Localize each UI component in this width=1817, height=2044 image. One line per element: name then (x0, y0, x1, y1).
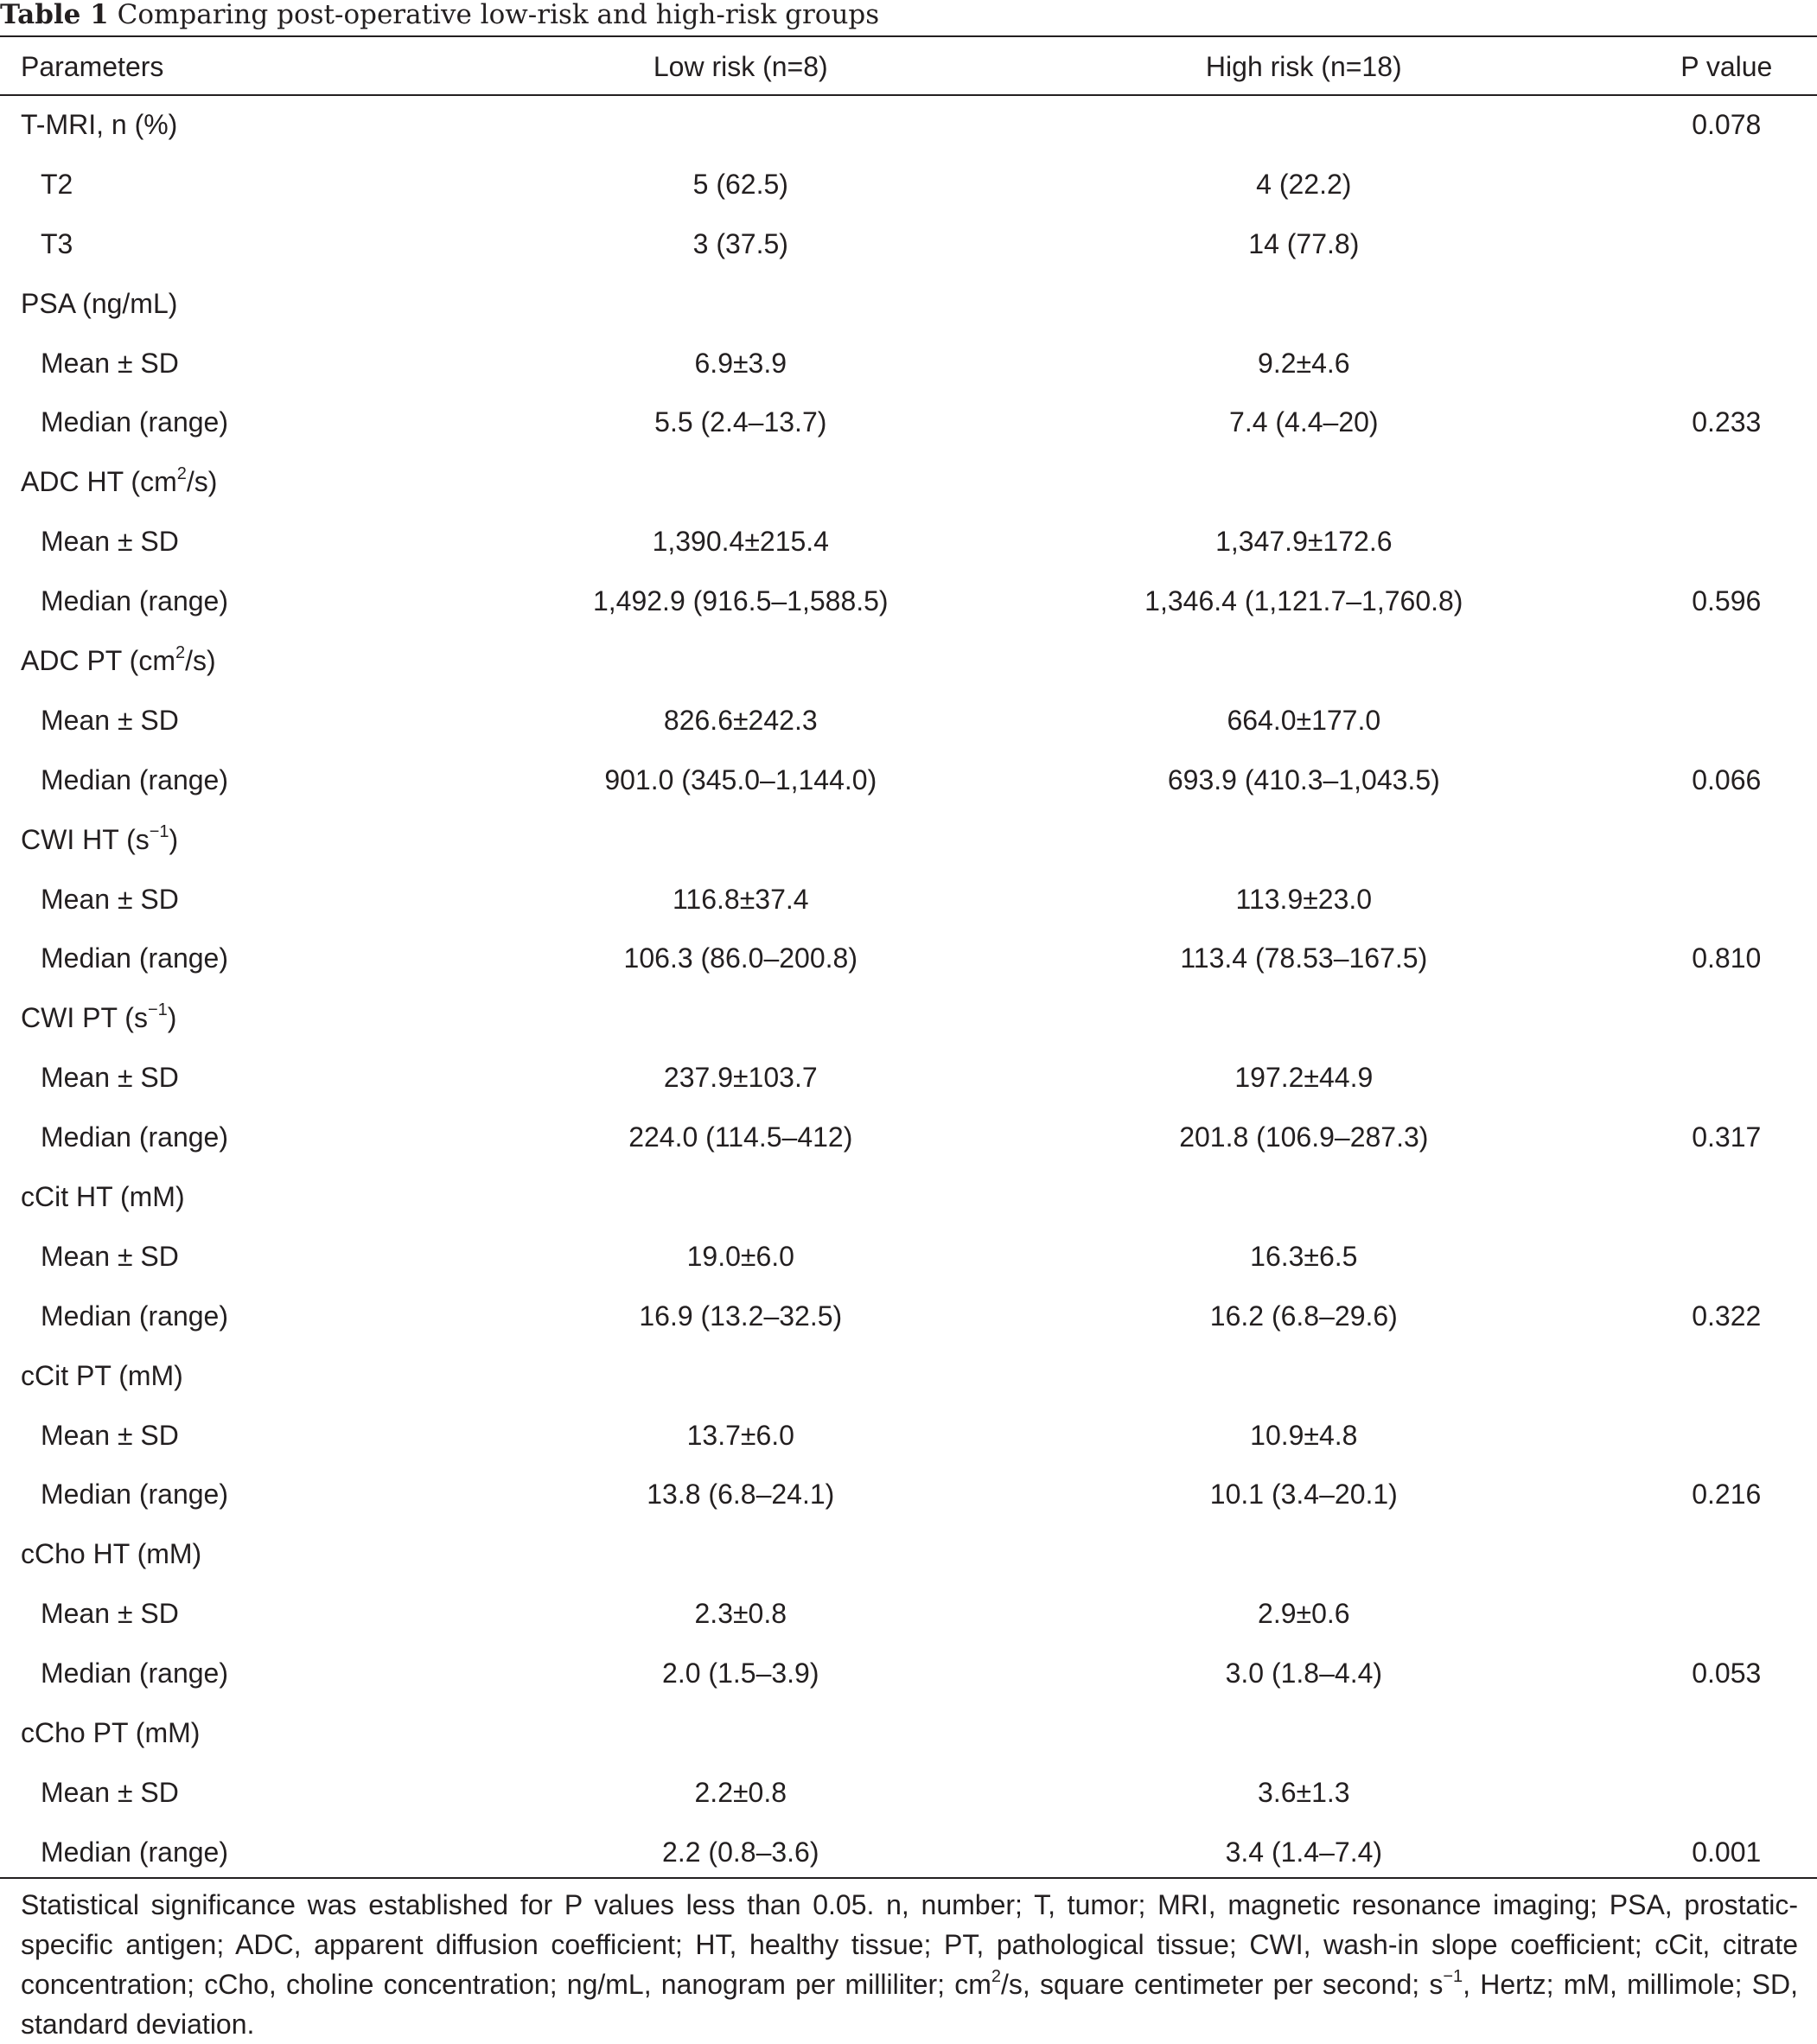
high-risk-cell (972, 631, 1635, 691)
table-row (0, 1823, 1817, 1882)
high-risk-cell: 10.9±4.8 (1250, 1419, 1358, 1451)
table-label: Table 1 (0, 0, 109, 30)
header-high-risk: High risk (n=18) (1205, 50, 1402, 82)
low-risk-cell: 13.7±6.0 (686, 1419, 794, 1451)
high-risk-cell: 197.2±44.9 (1234, 1062, 1374, 1094)
p-value-cell: 0.233 (1692, 406, 1762, 438)
high-risk-cell: 113.9±23.0 (1235, 883, 1373, 915)
parameter-cell: Mean ± SD (41, 526, 179, 558)
high-risk-cell: 1,346.4 (1,121.7–1,760.8) (1144, 585, 1463, 617)
table-row (0, 1167, 1817, 1227)
low-risk-cell (509, 1167, 972, 1227)
table-row (0, 810, 1817, 870)
parameter-cell: Mean ± SD (41, 1062, 179, 1094)
p-value-cell: 0.322 (1692, 1300, 1762, 1332)
p-value-cell: 0.053 (1692, 1658, 1762, 1689)
low-risk-cell: 237.9±103.7 (663, 1062, 818, 1094)
parameter-cell: Median (range) (41, 1658, 228, 1689)
table-row (0, 1703, 1817, 1763)
p-value-cell: 0.001 (1692, 1836, 1762, 1868)
p-value-cell (1636, 810, 1817, 870)
parameter-cell: CWI HT $(s^{-1})$ (21, 821, 179, 855)
p-value-cell (1636, 870, 1817, 929)
low-risk-cell: 826.6±242.3 (663, 704, 818, 736)
table-body (0, 95, 1817, 1882)
p-value-cell (1636, 1346, 1817, 1406)
high-risk-cell (972, 1167, 1635, 1227)
parameter-cell: Mean ± SD (41, 347, 179, 379)
high-risk-cell: 3.6±1.3 (1258, 1776, 1350, 1808)
low-risk-cell: 1,492.9 (916.5–1,588.5) (592, 585, 889, 617)
parameter-cell: CWI PT $(s^{-1})$ (21, 1000, 177, 1034)
p-value-cell (1636, 512, 1817, 572)
p-value-cell (1636, 214, 1817, 274)
low-risk-cell (509, 1346, 972, 1406)
parameter-cell: Median (range) (41, 942, 228, 974)
low-risk-cell (509, 452, 972, 512)
table-row (0, 1465, 1817, 1524)
low-risk-cell (509, 95, 972, 155)
low-risk-cell (509, 1703, 972, 1763)
data-table (0, 38, 1817, 1882)
high-risk-cell: 3.4 (1.4–7.4) (1225, 1836, 1383, 1868)
high-risk-cell (972, 988, 1635, 1048)
p-value-cell: 0.078 (1692, 108, 1762, 140)
parameter-cell: cCit HT (mM) (21, 1180, 185, 1212)
parameter-cell: Median (range) (41, 406, 228, 438)
parameter-cell: Mean ± SD (41, 704, 179, 736)
p-value-cell (1636, 452, 1817, 512)
low-risk-cell (509, 631, 972, 691)
high-risk-cell: 9.2±4.6 (1258, 347, 1350, 379)
header-low-risk: Low risk (n=8) (653, 50, 828, 82)
table-row (0, 929, 1817, 988)
parameter-cell: Median (range) (41, 1300, 228, 1332)
low-risk-cell: 106.3 (86.0–200.8) (623, 942, 857, 974)
high-risk-cell: 2.9±0.6 (1258, 1598, 1350, 1630)
p-value-cell (1636, 274, 1817, 334)
table-row (0, 870, 1817, 929)
table-caption (0, 0, 879, 35)
parameter-cell: T-MRI, n (%) (21, 108, 178, 140)
p-value-cell (1636, 1703, 1817, 1763)
table-row (0, 512, 1817, 572)
table-row (0, 95, 1817, 155)
low-risk-cell (509, 274, 972, 334)
low-risk-cell: 2.2 (0.8–3.6) (662, 1836, 819, 1868)
high-risk-cell (972, 1524, 1635, 1584)
p-value-cell (1636, 1584, 1817, 1644)
p-value-cell (1636, 988, 1817, 1048)
high-risk-cell: 16.2 (6.8–29.6) (1209, 1300, 1398, 1332)
low-risk-cell: 2.2±0.8 (694, 1776, 787, 1808)
p-value-cell (1636, 334, 1817, 393)
high-risk-cell: 3.0 (1.8–4.4) (1225, 1658, 1383, 1689)
high-risk-cell (972, 1346, 1635, 1406)
high-risk-cell (972, 274, 1635, 334)
p-value-cell (1636, 1227, 1817, 1287)
high-risk-cell (972, 95, 1635, 155)
p-value-cell (1636, 155, 1817, 214)
parameter-cell: cCho HT (mM) (21, 1538, 202, 1570)
parameter-cell: Median (range) (41, 585, 228, 617)
low-risk-cell: 224.0 (114.5–412) (628, 1121, 853, 1153)
table-row (0, 1584, 1817, 1644)
table-row (0, 691, 1817, 751)
parameter-cell: ADC HT $(cm^2/s)$ (21, 464, 218, 498)
low-risk-cell: 13.8 (6.8–24.1) (647, 1479, 835, 1511)
low-risk-cell: 19.0±6.0 (686, 1240, 794, 1272)
table-footnote: Statistical significance was established for P values less than 0.05. n, number; T, tumor; MRI, magnetic resonance imaging; PSA, prostatic-specific antigen; ADC, apparent diffusion coefficient; HT, healthy tissue; PT, pathological tissue; CWI, wash-in slope coefficient; cCit, citrate concentration; cCho, choline concentration; ng/mL, nanogram per milliliter; $cm^2/s$, square centimeter per second; $s^{-1}$, Hertz; mM, millimole; SD, standard deviation. (21, 1889, 1798, 2040)
low-risk-cell (509, 1524, 972, 1584)
high-risk-cell: 14 (77.8) (1248, 227, 1360, 259)
high-risk-cell: 693.9 (410.3–1,043.5) (1167, 763, 1440, 795)
table-row (0, 1763, 1817, 1823)
p-value-cell (1636, 1167, 1817, 1227)
low-risk-cell: 1,390.4±215.4 (652, 526, 829, 558)
parameter-cell: Median (range) (41, 763, 228, 795)
low-risk-cell: 2.3±0.8 (694, 1598, 787, 1630)
table-title: Comparing post-operative low-risk and high-risk groups (117, 0, 880, 30)
p-value-cell (1636, 631, 1817, 691)
p-value-cell (1636, 1406, 1817, 1466)
table-row (0, 1346, 1817, 1406)
p-value-cell (1636, 1524, 1817, 1584)
table-row (0, 393, 1817, 452)
high-risk-cell: 113.4 (78.53–167.5) (1180, 942, 1428, 974)
table-row (0, 155, 1817, 214)
table-row (0, 1406, 1817, 1466)
header-parameters: Parameters (21, 50, 164, 82)
p-value-cell: 0.216 (1692, 1479, 1762, 1511)
low-risk-cell: 5 (62.5) (692, 168, 788, 200)
low-risk-cell: 901.0 (345.0–1,144.0) (604, 763, 877, 795)
p-value-cell (1636, 1048, 1817, 1108)
table-row (0, 334, 1817, 393)
high-risk-cell: 7.4 (4.4–20) (1229, 406, 1379, 438)
table-row (0, 1524, 1817, 1584)
p-value-cell: 0.317 (1692, 1121, 1762, 1153)
parameter-cell: T2 (41, 168, 73, 200)
parameter-cell: ADC PT $(cm^2/s)$ (21, 642, 216, 676)
table-row (0, 1644, 1817, 1703)
p-value-cell (1636, 691, 1817, 751)
table-row (0, 214, 1817, 274)
table-row (0, 751, 1817, 810)
high-risk-cell: 10.1 (3.4–20.1) (1209, 1479, 1398, 1511)
parameter-cell: cCho PT (mM) (21, 1716, 201, 1748)
low-risk-cell: 116.8±37.4 (673, 883, 809, 915)
top-rule (0, 35, 1817, 37)
parameter-cell: Median (range) (41, 1836, 228, 1868)
parameter-cell: Mean ± SD (41, 883, 179, 915)
parameter-cell: T3 (41, 227, 73, 259)
parameter-cell: PSA (ng/mL) (21, 287, 178, 319)
p-value-cell: 0.596 (1692, 585, 1762, 617)
header-rule (0, 94, 1817, 96)
high-risk-cell: 201.8 (106.9–287.3) (1179, 1121, 1429, 1153)
low-risk-cell: 5.5 (2.4–13.7) (654, 406, 827, 438)
parameter-cell: cCit PT (mM) (21, 1359, 183, 1391)
high-risk-cell: 4 (22.2) (1256, 168, 1352, 200)
header-p-value: P value (1680, 50, 1773, 82)
low-risk-cell: 3 (37.5) (692, 227, 788, 259)
p-value-cell (1636, 1763, 1817, 1823)
header-row (0, 38, 1817, 95)
parameter-cell: Mean ± SD (41, 1598, 179, 1630)
low-risk-cell (509, 988, 972, 1048)
table-row (0, 1048, 1817, 1108)
table-row (0, 452, 1817, 512)
parameter-cell: Mean ± SD (41, 1240, 179, 1272)
table-row (0, 1227, 1817, 1287)
bottom-rule (0, 1877, 1817, 1879)
table-row (0, 274, 1817, 334)
table-row (0, 1287, 1817, 1346)
low-risk-cell: 2.0 (1.5–3.9) (662, 1658, 819, 1689)
table-row (0, 1108, 1817, 1167)
parameter-cell: Mean ± SD (41, 1419, 179, 1451)
high-risk-cell (972, 1703, 1635, 1763)
parameter-cell: Mean ± SD (41, 1776, 179, 1808)
table-row (0, 572, 1817, 631)
p-value-cell: 0.810 (1692, 942, 1762, 974)
parameter-cell: Median (range) (41, 1121, 228, 1153)
low-risk-cell: 16.9 (13.2–32.5) (639, 1300, 843, 1332)
parameter-cell: Median (range) (41, 1479, 228, 1511)
high-risk-cell: 1,347.9±172.6 (1215, 526, 1393, 558)
low-risk-cell (509, 810, 972, 870)
high-risk-cell (972, 452, 1635, 512)
high-risk-cell (972, 810, 1635, 870)
low-risk-cell: 6.9±3.9 (694, 347, 787, 379)
table-row (0, 988, 1817, 1048)
high-risk-cell: 16.3±6.5 (1250, 1240, 1358, 1272)
table-row (0, 631, 1817, 691)
high-risk-cell: 664.0±177.0 (1227, 704, 1381, 736)
p-value-cell: 0.066 (1692, 763, 1762, 795)
